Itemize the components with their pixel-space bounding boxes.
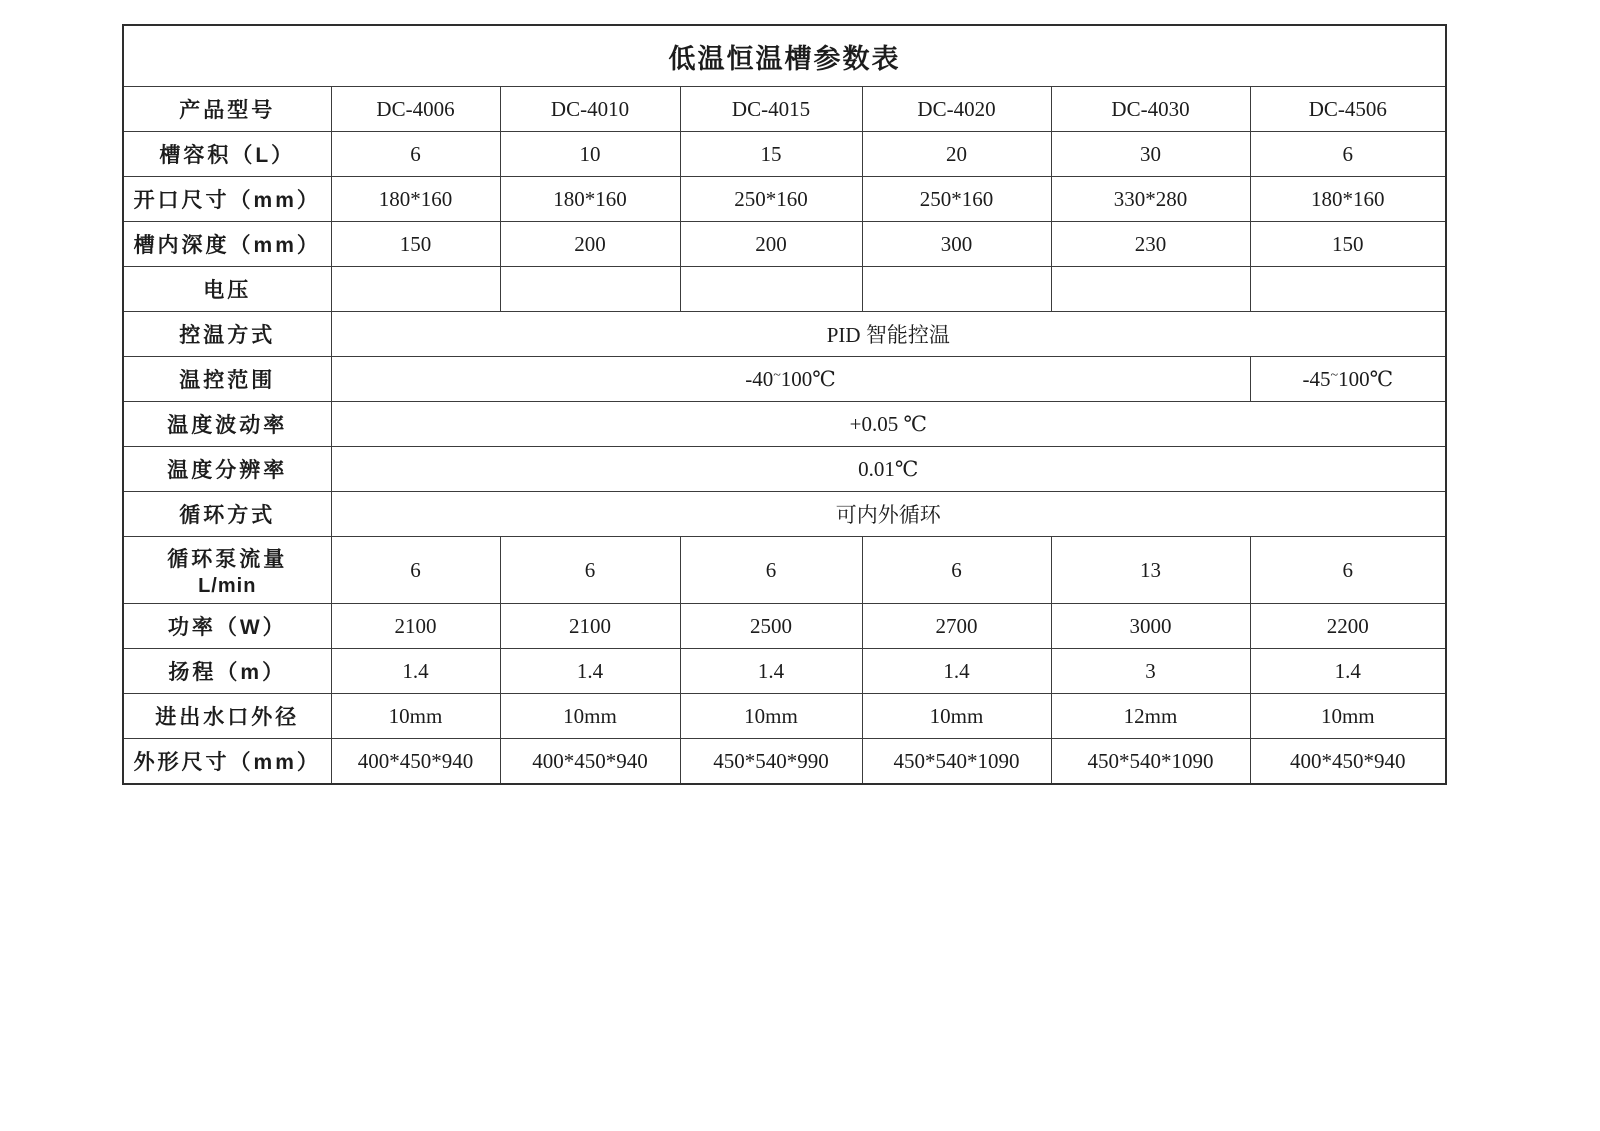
table-cell: 200 bbox=[500, 222, 680, 267]
table-row-fluctuation bbox=[123, 402, 1446, 447]
table-cell: 1.4 bbox=[862, 649, 1051, 694]
row-label bbox=[123, 537, 331, 604]
table-cell: 10mm bbox=[331, 694, 500, 739]
table-cell: 2100 bbox=[500, 604, 680, 649]
table-cell: 2200 bbox=[1250, 604, 1446, 649]
table-row-model bbox=[123, 87, 1446, 132]
table-cell: 10mm bbox=[680, 694, 862, 739]
table-cell: 6 bbox=[680, 537, 862, 604]
row-label: 产品型号 bbox=[123, 87, 331, 132]
table-cell: 6 bbox=[331, 537, 500, 604]
table-cell: 10mm bbox=[862, 694, 1051, 739]
table-cell bbox=[1051, 267, 1250, 312]
table-row-pump-flow bbox=[123, 537, 1446, 604]
table-cell: 3000 bbox=[1051, 604, 1250, 649]
table-cell: 180*160 bbox=[331, 177, 500, 222]
row-label: 扬程（m） bbox=[123, 649, 331, 694]
table-cell: 6 bbox=[862, 537, 1051, 604]
table-cell: 300 bbox=[862, 222, 1051, 267]
table-cell: 10 bbox=[500, 132, 680, 177]
range-high: 100℃ bbox=[1338, 366, 1394, 391]
table-cell: DC-4010 bbox=[500, 87, 680, 132]
table-row-resolution bbox=[123, 447, 1446, 492]
table-cell: 10mm bbox=[500, 694, 680, 739]
table-cell-span: PID 智能控温 bbox=[331, 312, 1446, 357]
table-cell: 1.4 bbox=[500, 649, 680, 694]
table-row-power bbox=[123, 604, 1446, 649]
table-cell: 450*540*1090 bbox=[862, 739, 1051, 785]
range-tilde: ~ bbox=[1330, 367, 1339, 383]
table-cell bbox=[1250, 267, 1446, 312]
table-cell: 230 bbox=[1051, 222, 1250, 267]
table-row-opening-size bbox=[123, 177, 1446, 222]
table-cell: 6 bbox=[1250, 537, 1446, 604]
row-label: 槽容积（L） bbox=[123, 132, 331, 177]
table-cell: 12mm bbox=[1051, 694, 1250, 739]
table-cell: 30 bbox=[1051, 132, 1250, 177]
table-cell: 250*160 bbox=[680, 177, 862, 222]
row-label: 温度波动率 bbox=[123, 402, 331, 447]
table-cell: 6 bbox=[500, 537, 680, 604]
row-label: 开口尺寸（mm） bbox=[123, 177, 331, 222]
range-tilde: ~ bbox=[773, 367, 781, 383]
table-row-dimensions bbox=[123, 739, 1446, 785]
row-label: 控温方式 bbox=[123, 312, 331, 357]
table-cell: DC-4015 bbox=[680, 87, 862, 132]
table-cell: 330*280 bbox=[1051, 177, 1250, 222]
row-label: 循环方式 bbox=[123, 492, 331, 537]
title-row bbox=[123, 25, 1446, 87]
table-cell bbox=[680, 267, 862, 312]
row-label: 外形尺寸（mm） bbox=[123, 739, 331, 785]
table-cell: 1.4 bbox=[680, 649, 862, 694]
table-cell: DC-4020 bbox=[862, 87, 1051, 132]
table-cell: 400*450*940 bbox=[500, 739, 680, 785]
table-cell: 180*160 bbox=[500, 177, 680, 222]
table-cell: 3 bbox=[1051, 649, 1250, 694]
row-label: 温度分辨率 bbox=[123, 447, 331, 492]
table-cell: 13 bbox=[1051, 537, 1250, 604]
table-row-control-mode bbox=[123, 312, 1446, 357]
spec-table bbox=[122, 24, 1447, 785]
row-label: 槽内深度（mm） bbox=[123, 222, 331, 267]
row-label-line1: 循环泵流量 bbox=[167, 547, 288, 571]
table-cell: DC-4006 bbox=[331, 87, 500, 132]
table-cell: 400*450*940 bbox=[1250, 739, 1446, 785]
table-cell bbox=[862, 267, 1051, 312]
table-cell bbox=[331, 267, 500, 312]
table-cell: 2500 bbox=[680, 604, 862, 649]
table-cell: 250*160 bbox=[862, 177, 1051, 222]
table-cell: 2100 bbox=[331, 604, 500, 649]
row-label-line2: L/min bbox=[198, 574, 257, 597]
table-row-port-diameter bbox=[123, 694, 1446, 739]
row-label: 温控范围 bbox=[123, 357, 331, 402]
table-cell: 20 bbox=[862, 132, 1051, 177]
row-label: 电压 bbox=[123, 267, 331, 312]
table-cell: 450*540*1090 bbox=[1051, 739, 1250, 785]
table-row-circulation bbox=[123, 492, 1446, 537]
table-cell: 6 bbox=[331, 132, 500, 177]
table-cell: 180*160 bbox=[1250, 177, 1446, 222]
row-label: 功率（W） bbox=[123, 604, 331, 649]
table-cell: 1.4 bbox=[1250, 649, 1446, 694]
table-cell: 1.4 bbox=[331, 649, 500, 694]
table-cell-span: 可内外循环 bbox=[331, 492, 1446, 537]
row-label: 进出水口外径 bbox=[123, 694, 331, 739]
table-title: 低温恒温槽参数表 bbox=[123, 25, 1446, 87]
table-cell-span: +0.05 ℃ bbox=[331, 402, 1446, 447]
range-high: 100℃ bbox=[780, 366, 836, 391]
table-cell bbox=[500, 267, 680, 312]
table-cell: 6 bbox=[1250, 132, 1446, 177]
table-row-temp-range bbox=[123, 357, 1446, 402]
table-cell bbox=[1250, 357, 1446, 402]
table-row-head bbox=[123, 649, 1446, 694]
table-cell: 2700 bbox=[862, 604, 1051, 649]
range-low: -40 bbox=[745, 366, 774, 391]
table-cell: 450*540*990 bbox=[680, 739, 862, 785]
table-cell: 15 bbox=[680, 132, 862, 177]
table-cell: 400*450*940 bbox=[331, 739, 500, 785]
table-cell: DC-4030 bbox=[1051, 87, 1250, 132]
table-cell: DC-4506 bbox=[1250, 87, 1446, 132]
table-cell: 150 bbox=[1250, 222, 1446, 267]
table-cell: 200 bbox=[680, 222, 862, 267]
table-cell: 10mm bbox=[1250, 694, 1446, 739]
table-row-volume bbox=[123, 132, 1446, 177]
table-cell: 150 bbox=[331, 222, 500, 267]
range-low: -45 bbox=[1302, 366, 1331, 391]
table-cell-span: 0.01℃ bbox=[331, 447, 1446, 492]
table-row-voltage bbox=[123, 267, 1446, 312]
table-cell-span bbox=[331, 357, 1250, 402]
table-row-depth bbox=[123, 222, 1446, 267]
